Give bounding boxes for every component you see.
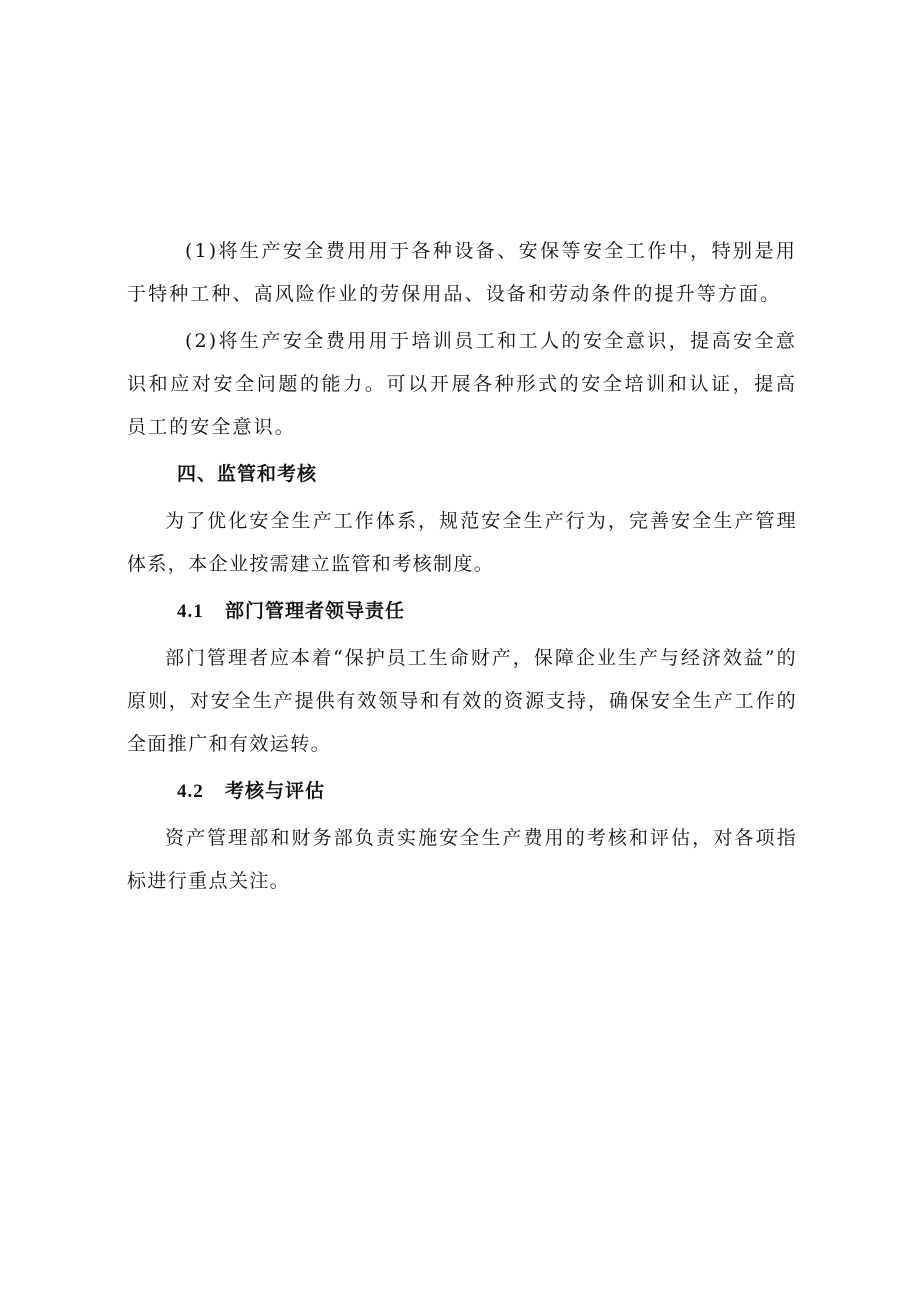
subsection-number-4-1: 4.1 [177,601,204,622]
subsection-heading-4-2 [127,770,797,813]
paragraph-item-2: (2)将生产安全费用用于培训员工和工人的安全意识，提高安全意识和应对安全问题的能力。可以开展各种形式的安全培训和认证，提高员工的安全意识。 [127,330,797,438]
paragraph-4-1-body: 部门管理者应本着“保护员工生命财产，保障企业生产与经济效益”的原则，对安全生产提供有效领导和有效的资源支持，确保安全生产工作的全面推广和有效运转。 [127,647,797,755]
subsection-heading-4-1 [127,590,797,633]
paragraph-section-4-intro: 为了优化安全生产工作体系，规范安全生产行为，完善安全生产管理体系，本企业按需建立监管和考核制度。 [127,510,797,575]
subsection-title-4-2: 考核与评估 [225,780,326,802]
section-heading-4: 四、监管和考核 [177,463,318,485]
subsection-number-4-2: 4.2 [177,781,204,802]
paragraph-item-1: (1)将生产安全费用用于各种设备、安保等安全工作中，特别是用于特种工种、高风险作业的劳保用品、设备和劳动条件的提升等方面。 [127,240,797,305]
subsection-title-4-1: 部门管理者领导责任 [225,600,406,622]
document-body [127,230,797,903]
paragraph-4-2-body: 资产管理部和财务部负责实施安全生产费用的考核和评估，对各项指标进行重点关注。 [127,827,797,892]
